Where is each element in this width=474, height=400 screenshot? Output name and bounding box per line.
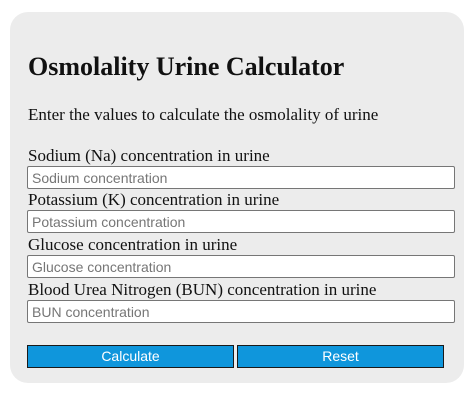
sodium-input[interactable] xyxy=(27,166,455,189)
reset-button[interactable]: Reset xyxy=(237,345,444,368)
bun-label: Blood Urea Nitrogen (BUN) concentration in urine xyxy=(28,280,377,299)
potassium-label: Potassium (K) concentration in urine xyxy=(28,190,280,209)
sodium-label: Sodium (Na) concentration in urine xyxy=(28,146,270,165)
page-title: Osmolality Urine Calculator xyxy=(28,52,345,81)
intro-text: Enter the values to calculate the osmolality of urine xyxy=(28,105,379,124)
potassium-input[interactable] xyxy=(27,210,455,233)
bun-input[interactable] xyxy=(27,300,455,323)
glucose-input[interactable] xyxy=(27,255,455,278)
calculator-card xyxy=(10,12,464,383)
calculate-button[interactable]: Calculate xyxy=(27,345,234,368)
glucose-label: Glucose concentration in urine xyxy=(28,235,238,254)
